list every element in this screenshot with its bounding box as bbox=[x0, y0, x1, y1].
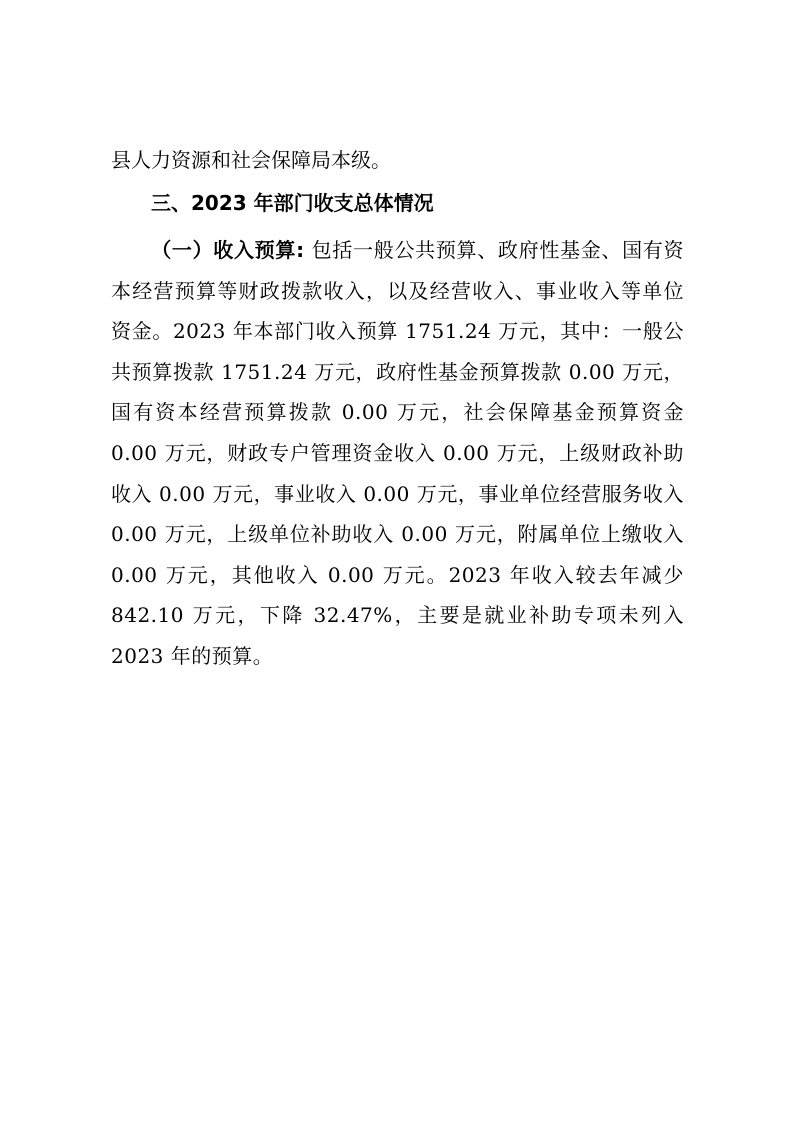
section-heading: 三、2023 年部门收支总体情况 bbox=[151, 191, 434, 215]
paragraph-lead: （一）收入预算: bbox=[151, 238, 305, 262]
intro-line: 县人力资源和社会保障局本级。 bbox=[111, 148, 391, 172]
paragraph-body: 包括一般公共预算、政府性基金、国有资本经营预算等财政拨款收入，以及经营收入、事业收入等单位资金。2023 年本部门收入预算 1751.24 万元，其中：一般公共预算拨款 1751.24 万元，政府性基金预算拨款 0.00 万元，国有资本经营预算拨款 0.00 万元，社会保障基金预算资金 0.00 万元，财政专户管理资金收入 0.00 万元，上级财政补助收入 0.00 万元，事业收入 0.00 万元，事业单位经营服务收入 0.00 万元，上级单位补助收入 0.00 万元，附属单位上缴收入 0.00 万元，其他收入 0.00 万元。2023 年收入较去年减少 842.10 万元，下降 32.47%，主要是就业补助专项未列入 2023 年的预算。 bbox=[111, 238, 685, 668]
income-budget-paragraph bbox=[111, 230, 684, 677]
